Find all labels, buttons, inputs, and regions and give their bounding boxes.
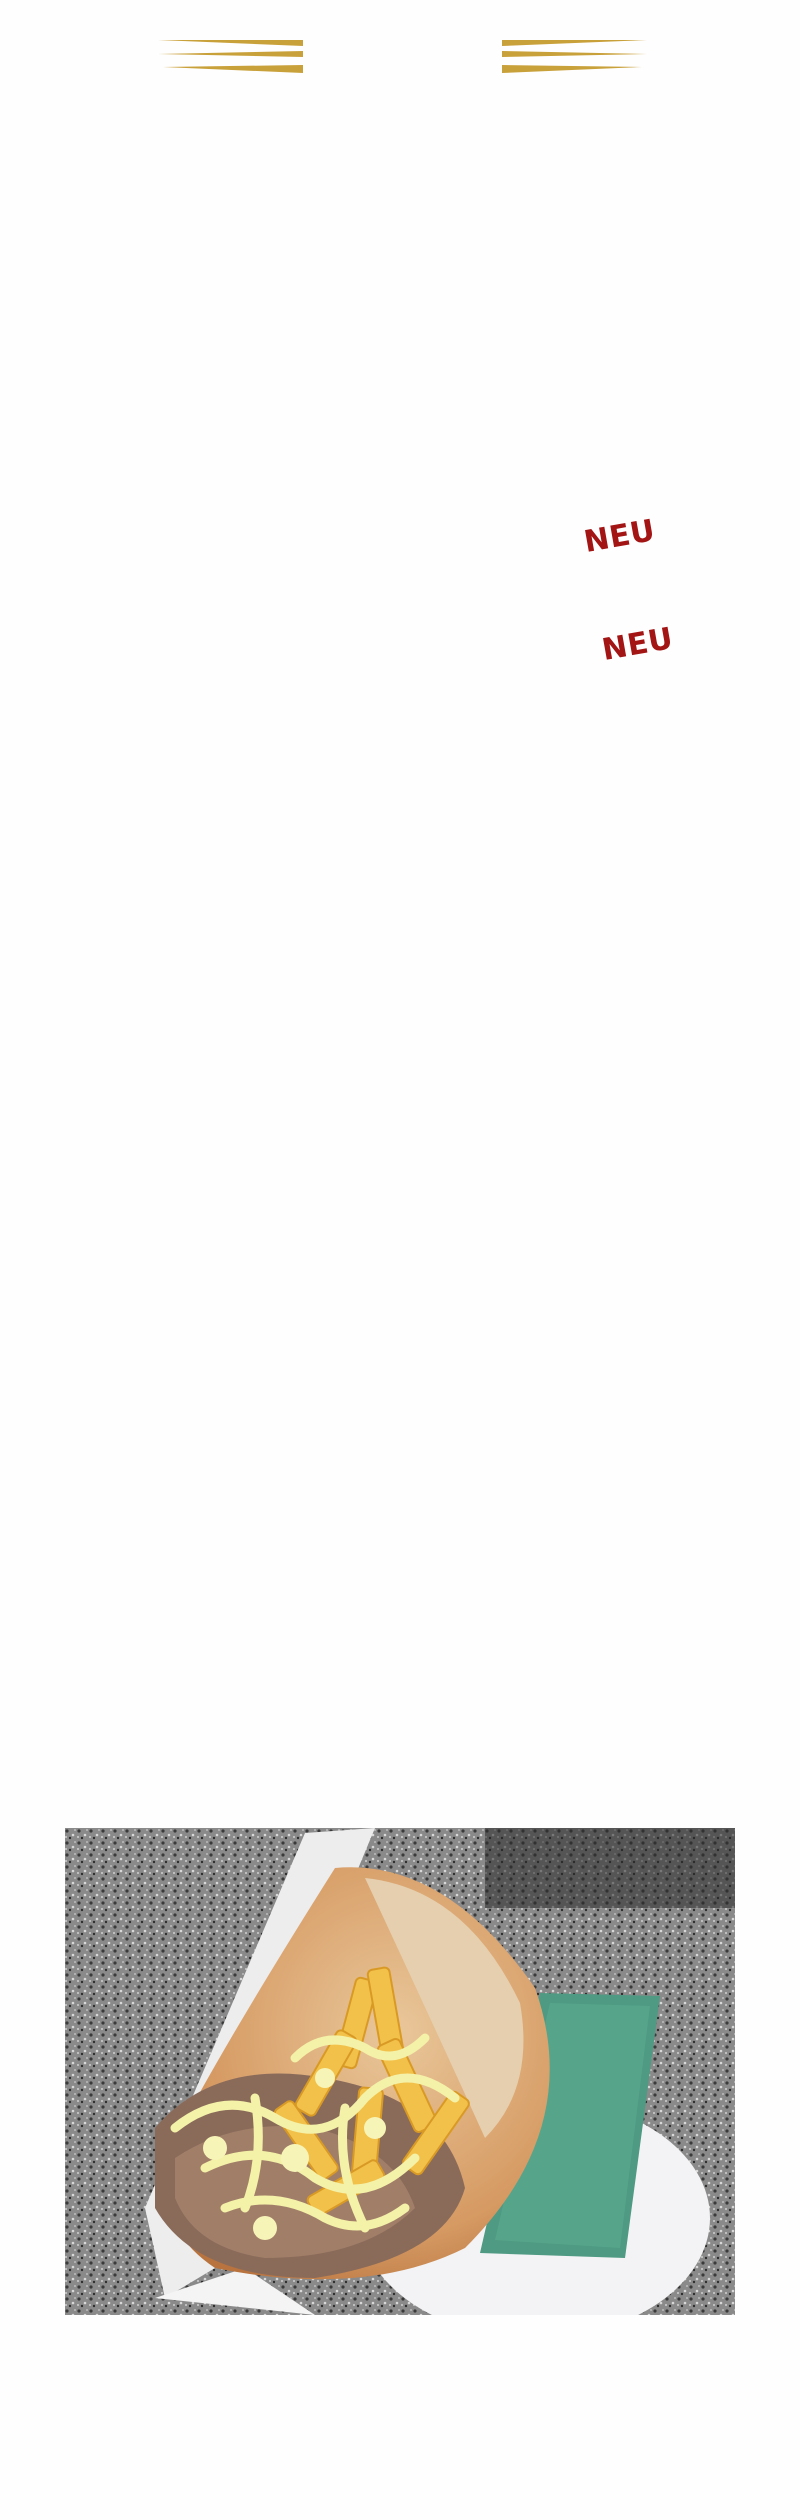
ornament-right-icon <box>502 38 652 78</box>
ornament-left-icon <box>158 38 308 78</box>
new-badge: NEU <box>599 621 676 668</box>
new-badge: NEU <box>581 513 658 560</box>
doner-kebab-photo <box>65 1828 735 2315</box>
